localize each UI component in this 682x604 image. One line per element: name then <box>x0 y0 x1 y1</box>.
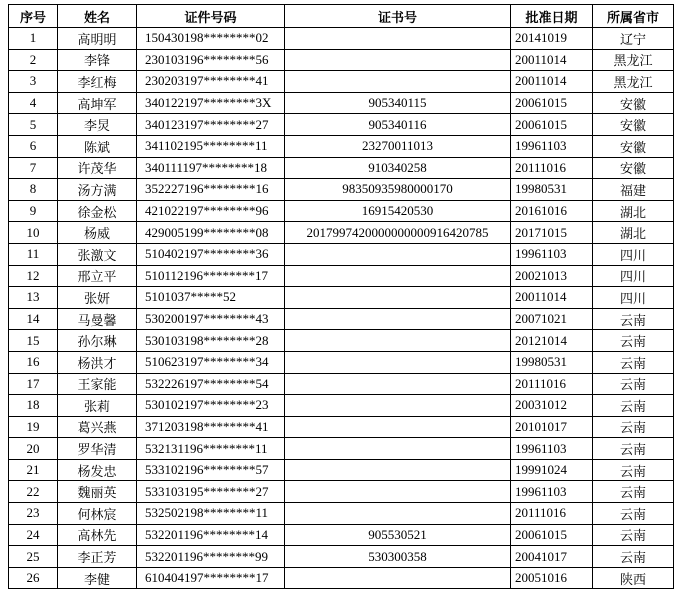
row-province: 云南 <box>593 395 674 417</box>
table-row <box>9 546 674 568</box>
row-certificate-number <box>285 459 511 481</box>
row-name: 魏丽英 <box>58 481 137 503</box>
row-province: 云南 <box>593 308 674 330</box>
row-province: 云南 <box>593 459 674 481</box>
row-id-number: 610404197********17 <box>137 567 285 589</box>
row-id-number: 341102195********11 <box>137 135 285 157</box>
row-certificate-number: 98350935980000170 <box>285 179 511 201</box>
row-id-number: 530103198********28 <box>137 330 285 352</box>
row-province: 陕西 <box>593 567 674 589</box>
row-certificate-number <box>285 330 511 352</box>
row-index: 5 <box>9 114 58 136</box>
row-certificate-number <box>285 287 511 309</box>
row-province: 安徽 <box>593 135 674 157</box>
row-id-number: 340122197********3X <box>137 92 285 114</box>
row-province: 湖北 <box>593 222 674 244</box>
row-approval-date: 20071021 <box>511 308 593 330</box>
row-certificate-number: 905530521 <box>285 524 511 546</box>
row-certificate-number: 23270011013 <box>285 135 511 157</box>
row-name: 王家能 <box>58 373 137 395</box>
row-approval-date: 20051016 <box>511 567 593 589</box>
row-id-number: 421022197********96 <box>137 200 285 222</box>
table-row <box>9 395 674 417</box>
row-certificate-number <box>285 351 511 373</box>
header-certificate-number: 证书号 <box>285 5 511 28</box>
row-province: 云南 <box>593 330 674 352</box>
row-name: 葛兴燕 <box>58 416 137 438</box>
row-name: 张莉 <box>58 395 137 417</box>
row-index: 1 <box>9 28 58 50</box>
row-approval-date: 20121014 <box>511 330 593 352</box>
data-table <box>8 4 674 589</box>
row-province: 湖北 <box>593 200 674 222</box>
row-name: 高坤军 <box>58 92 137 114</box>
row-approval-date: 19980531 <box>511 351 593 373</box>
row-certificate-number: 530300358 <box>285 546 511 568</box>
row-certificate-number <box>285 567 511 589</box>
header-approval-date: 批准日期 <box>511 5 593 28</box>
row-index: 22 <box>9 481 58 503</box>
table-row <box>9 351 674 373</box>
row-id-number: 340123197********27 <box>137 114 285 136</box>
table-row <box>9 503 674 525</box>
row-name: 李锋 <box>58 49 137 71</box>
row-approval-date: 20171015 <box>511 222 593 244</box>
row-certificate-number <box>285 71 511 93</box>
table-body <box>9 28 674 589</box>
header-index: 序号 <box>9 5 58 28</box>
table-row <box>9 92 674 114</box>
row-name: 高明明 <box>58 28 137 50</box>
row-certificate-number <box>285 416 511 438</box>
table-row <box>9 459 674 481</box>
table-row <box>9 49 674 71</box>
row-approval-date: 19961103 <box>511 135 593 157</box>
row-certificate-number <box>285 503 511 525</box>
row-index: 16 <box>9 351 58 373</box>
row-province: 安徽 <box>593 114 674 136</box>
row-id-number: 530200197********43 <box>137 308 285 330</box>
header-id-number: 证件号码 <box>137 5 285 28</box>
row-approval-date: 20101017 <box>511 416 593 438</box>
row-province: 云南 <box>593 351 674 373</box>
row-index: 12 <box>9 265 58 287</box>
table-row <box>9 222 674 244</box>
row-id-number: 150430198********02 <box>137 28 285 50</box>
row-approval-date: 20061015 <box>511 92 593 114</box>
row-id-number: 533102196********57 <box>137 459 285 481</box>
row-province: 黑龙江 <box>593 49 674 71</box>
row-index: 10 <box>9 222 58 244</box>
row-index: 20 <box>9 438 58 460</box>
row-province: 四川 <box>593 243 674 265</box>
row-name: 张激文 <box>58 243 137 265</box>
row-index: 11 <box>9 243 58 265</box>
row-certificate-number <box>285 308 511 330</box>
row-name: 邢立平 <box>58 265 137 287</box>
row-approval-date: 19980531 <box>511 179 593 201</box>
row-name: 汤方满 <box>58 179 137 201</box>
row-approval-date: 20011014 <box>511 49 593 71</box>
row-province: 云南 <box>593 503 674 525</box>
row-approval-date: 20141019 <box>511 28 593 50</box>
table-row <box>9 438 674 460</box>
row-certificate-number: 910340258 <box>285 157 511 179</box>
row-index: 4 <box>9 92 58 114</box>
row-index: 15 <box>9 330 58 352</box>
row-certificate-number: 2017997420000000000916420785 <box>285 222 511 244</box>
row-index: 2 <box>9 49 58 71</box>
row-certificate-number <box>285 373 511 395</box>
row-name: 杨洪才 <box>58 351 137 373</box>
row-approval-date: 19961103 <box>511 438 593 460</box>
row-id-number: 532226197********54 <box>137 373 285 395</box>
row-province: 云南 <box>593 524 674 546</box>
row-approval-date: 20031012 <box>511 395 593 417</box>
table-row <box>9 265 674 287</box>
row-index: 18 <box>9 395 58 417</box>
row-province: 安徽 <box>593 92 674 114</box>
row-id-number: 510623197********34 <box>137 351 285 373</box>
row-index: 7 <box>9 157 58 179</box>
row-index: 19 <box>9 416 58 438</box>
table-row <box>9 114 674 136</box>
row-name: 罗华清 <box>58 438 137 460</box>
row-province: 云南 <box>593 546 674 568</box>
row-province: 黑龙江 <box>593 71 674 93</box>
row-name: 李健 <box>58 567 137 589</box>
header-province: 所属省市 <box>593 5 674 28</box>
row-name: 何林宸 <box>58 503 137 525</box>
row-name: 李炅 <box>58 114 137 136</box>
row-certificate-number <box>285 28 511 50</box>
row-index: 25 <box>9 546 58 568</box>
row-certificate-number: 16915420530 <box>285 200 511 222</box>
row-province: 四川 <box>593 265 674 287</box>
row-approval-date: 20111016 <box>511 373 593 395</box>
row-id-number: 429005199********08 <box>137 222 285 244</box>
row-id-number: 230203197********41 <box>137 71 285 93</box>
row-index: 6 <box>9 135 58 157</box>
row-id-number: 530102197********23 <box>137 395 285 417</box>
row-index: 26 <box>9 567 58 589</box>
row-approval-date: 20011014 <box>511 71 593 93</box>
row-approval-date: 20111016 <box>511 157 593 179</box>
row-id-number: 230103196********56 <box>137 49 285 71</box>
row-name: 张妍 <box>58 287 137 309</box>
row-id-number: 532201196********14 <box>137 524 285 546</box>
row-certificate-number <box>285 481 511 503</box>
row-name: 孙尔琳 <box>58 330 137 352</box>
row-id-number: 352227196********16 <box>137 179 285 201</box>
table-row <box>9 71 674 93</box>
row-province: 安徽 <box>593 157 674 179</box>
row-name: 徐金松 <box>58 200 137 222</box>
row-index: 17 <box>9 373 58 395</box>
table-row <box>9 243 674 265</box>
row-name: 高林先 <box>58 524 137 546</box>
row-name: 李红梅 <box>58 71 137 93</box>
row-approval-date: 20041017 <box>511 546 593 568</box>
row-province: 四川 <box>593 287 674 309</box>
row-id-number: 371203198********41 <box>137 416 285 438</box>
row-certificate-number: 905340115 <box>285 92 511 114</box>
row-approval-date: 20011014 <box>511 287 593 309</box>
table-row <box>9 308 674 330</box>
header-row <box>9 5 674 28</box>
row-name: 许茂华 <box>58 157 137 179</box>
row-certificate-number <box>285 265 511 287</box>
row-approval-date: 20061015 <box>511 114 593 136</box>
row-index: 14 <box>9 308 58 330</box>
row-certificate-number <box>285 243 511 265</box>
row-province: 福建 <box>593 179 674 201</box>
table-row <box>9 373 674 395</box>
row-province: 辽宁 <box>593 28 674 50</box>
table-row <box>9 524 674 546</box>
row-index: 9 <box>9 200 58 222</box>
row-index: 3 <box>9 71 58 93</box>
row-index: 24 <box>9 524 58 546</box>
row-certificate-number <box>285 395 511 417</box>
table-row <box>9 330 674 352</box>
row-certificate-number <box>285 438 511 460</box>
row-name: 李正芳 <box>58 546 137 568</box>
row-index: 13 <box>9 287 58 309</box>
table-row <box>9 567 674 589</box>
table-row <box>9 135 674 157</box>
table-row <box>9 28 674 50</box>
row-id-number: 533103195********27 <box>137 481 285 503</box>
row-id-number: 340111197********18 <box>137 157 285 179</box>
table-row <box>9 200 674 222</box>
row-certificate-number <box>285 49 511 71</box>
row-name: 杨威 <box>58 222 137 244</box>
row-id-number: 532502198********11 <box>137 503 285 525</box>
row-approval-date: 19961103 <box>511 243 593 265</box>
table-row <box>9 416 674 438</box>
row-approval-date: 20111016 <box>511 503 593 525</box>
row-province: 云南 <box>593 481 674 503</box>
row-name: 杨发忠 <box>58 459 137 481</box>
row-approval-date: 20161016 <box>511 200 593 222</box>
row-id-number: 532201196********99 <box>137 546 285 568</box>
table-row <box>9 179 674 201</box>
row-index: 8 <box>9 179 58 201</box>
table-row <box>9 287 674 309</box>
row-id-number: 5101037*****52 <box>137 287 285 309</box>
row-approval-date: 20021013 <box>511 265 593 287</box>
row-name: 陈斌 <box>58 135 137 157</box>
table-row <box>9 157 674 179</box>
row-index: 23 <box>9 503 58 525</box>
row-id-number: 510402197********36 <box>137 243 285 265</box>
row-province: 云南 <box>593 373 674 395</box>
row-id-number: 510112196********17 <box>137 265 285 287</box>
row-index: 21 <box>9 459 58 481</box>
row-approval-date: 19961103 <box>511 481 593 503</box>
row-approval-date: 20061015 <box>511 524 593 546</box>
header-name: 姓名 <box>58 5 137 28</box>
row-id-number: 532131196********11 <box>137 438 285 460</box>
row-approval-date: 19991024 <box>511 459 593 481</box>
row-name: 马曼馨 <box>58 308 137 330</box>
row-province: 云南 <box>593 416 674 438</box>
table-row <box>9 481 674 503</box>
row-province: 云南 <box>593 438 674 460</box>
row-certificate-number: 905340116 <box>285 114 511 136</box>
